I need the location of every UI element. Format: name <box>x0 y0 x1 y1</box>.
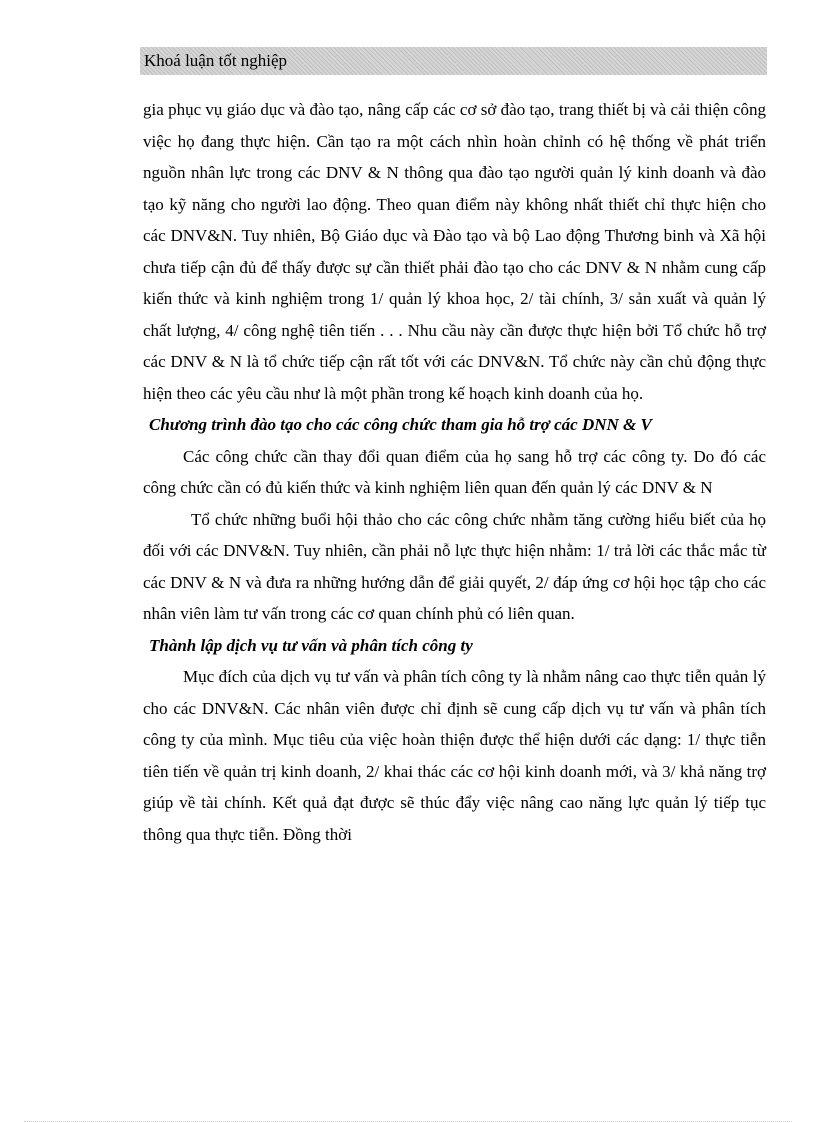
header-title: Khoá luận tốt nghiệp <box>144 51 288 70</box>
body-paragraph: Mục đích của dịch vụ tư vấn và phân tích công ty là nhằm nâng cao thực tiễn quản lý cho các DNV&N. Các nhân viên được chỉ định sẽ cung cấp dịch vụ tư vấn và phân tích công ty của mình. Mục tiêu của việc hoàn thiện được thể hiện dưới các dạng: 1/ thực tiễn tiên tiến về quản trị kinh doanh, 2/ khai thác các cơ hội kinh doanh mới, và 3/ khả năng trợ giúp về tài chính. Kết quả đạt được sẽ thúc đẩy việc nâng cao năng lực quản lý tiếp tục thông qua thực tiễn. Đồng thời <box>143 667 766 844</box>
body-paragraph: gia phục vụ giáo dục và đào tạo, nâng cấp các cơ sở đào tạo, trang thiết bị và cải thiện công việc họ đang thực hiện. Cần tạo ra một cách nhìn hoàn chỉnh có hệ thống về phát triển nguồn nhân lực trong các DNV & N thông qua đào tạo người quản lý kinh doanh và đào tạo kỹ năng cho người lao động. Theo quan điểm này không nhất thiết chỉ thực hiện cho các DNV&N. Tuy nhiên, Bộ Giáo dục và Đào tạo và bộ Lao động Thương binh và Xã hội chưa tiếp cận đủ để thấy được sự cần thiết phải đào tạo cho các DNV & N nhằm cung cấp kiến thức và kinh nghiệm trong 1/ quản lý khoa học, 2/ tài chính, 3/ sản xuất và quản lý chất lượng, 4/ công nghệ tiên tiến . . . Nhu cầu này cần được thực hiện bởi Tổ chức hỗ trợ các DNV & N là tổ chức tiếp cận rất tốt với các DNV&N. Tổ chức này cần chủ động thực hiện theo các yêu cầu như là một phần trong kế hoạch kinh doanh của họ. <box>143 100 766 403</box>
page-header <box>140 47 767 75</box>
section-heading: Thành lập dịch vụ tư vấn và phân tích công ty <box>149 635 473 655</box>
page-bottom-divider <box>24 1121 792 1122</box>
body-paragraph: Các công chức cần thay đổi quan điểm của họ sang hỗ trợ các công ty. Do đó các công chức cần có đủ kiến thức và kinh nghiệm liên quan đến quản lý các DNV & N <box>143 446 766 497</box>
section-heading: Chương trình đào tạo cho các công chức tham gia hỗ trợ các DNN & V <box>149 415 652 434</box>
body-paragraph: Tổ chức những buổi hội thảo cho các công chức nhằm tăng cường hiểu biết của họ đối với các DNV&N. Tuy nhiên, cần phải nỗ lực thực hiện nhằm: 1/ trả lời các thắc mắc từ các DNV & N và đưa ra những hướng dẫn để giải quyết, 2/ đáp ứng cơ hội học tập cho các nhân viên làm tư vấn trong các cơ quan chính phủ có liên quan. <box>143 509 766 623</box>
document-body <box>143 94 766 850</box>
